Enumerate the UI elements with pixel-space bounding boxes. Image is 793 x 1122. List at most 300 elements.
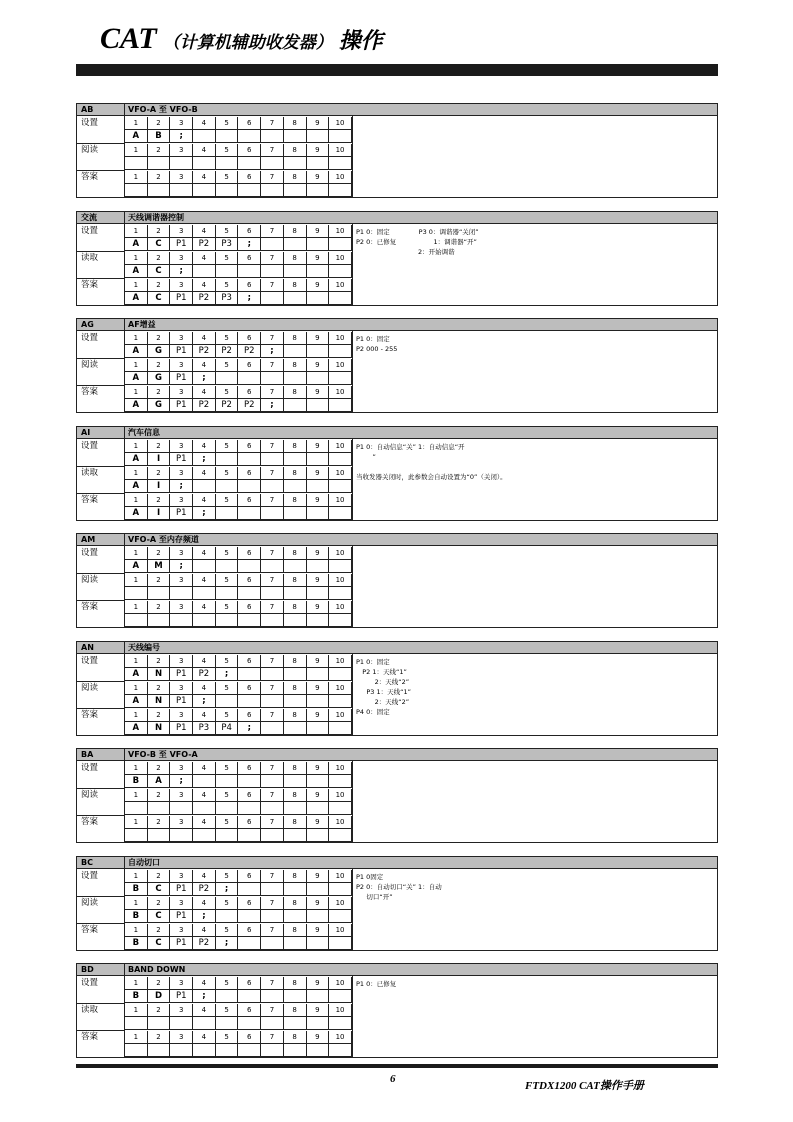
command-value-cell — [329, 910, 352, 923]
command-value-cell — [238, 265, 261, 278]
command-value-cell — [284, 829, 307, 842]
command-value-cell — [284, 775, 307, 788]
command-value-cell — [329, 695, 352, 708]
command-value-cell: B — [125, 990, 148, 1003]
command-value-cell — [284, 990, 307, 1003]
byte-index-cell: 4 — [193, 332, 216, 345]
command-value-cell: A — [125, 507, 148, 520]
byte-index-cell: 1 — [125, 655, 148, 668]
parameter-notes — [356, 442, 714, 482]
notes-column-divider — [352, 869, 353, 950]
byte-index-cell: 6 — [238, 252, 261, 265]
command-value-cell: B — [148, 130, 171, 143]
command-value-cell — [307, 480, 330, 493]
byte-index-cell: 8 — [284, 467, 307, 480]
byte-index-cell: 3 — [170, 279, 193, 292]
row-label: 阅读 — [81, 360, 99, 370]
byte-index-cell: 10 — [329, 225, 352, 238]
command-value-cell — [193, 265, 216, 278]
note-line: P2 0：自动切口“关” 1：自动 — [356, 883, 442, 891]
notes-column-divider — [352, 116, 353, 197]
command-value-cell: A — [125, 130, 148, 143]
command-value-cell: P1 — [170, 990, 193, 1003]
byte-index-cell: 1 — [125, 924, 148, 937]
command-value-cell — [193, 587, 216, 600]
command-value-cell: P1 — [170, 883, 193, 896]
command-value-cell: ; — [193, 695, 216, 708]
byte-index-cell: 5 — [216, 682, 239, 695]
command-value-cell — [307, 453, 330, 466]
command-value-cell — [307, 238, 330, 251]
command-value-row — [125, 372, 352, 385]
note-line: P3 1：天线“1” — [356, 688, 411, 696]
header-split — [124, 427, 125, 439]
command-value-cell — [216, 372, 239, 385]
row-label: 读取 — [81, 253, 99, 263]
byte-index-cell: 6 — [238, 494, 261, 507]
note-line: 2：天线“2” — [356, 698, 410, 706]
command-value-cell — [261, 722, 284, 735]
command-value-cell — [284, 507, 307, 520]
command-value-row — [125, 130, 352, 143]
byte-index-cell: 1 — [125, 440, 148, 453]
command-value-row — [125, 587, 352, 600]
byte-index-cell: 6 — [238, 171, 261, 184]
byte-index-cell: 10 — [329, 574, 352, 587]
command-value-row — [125, 829, 352, 842]
command-block-交流 — [76, 211, 718, 306]
row-label: 设置 — [81, 226, 99, 236]
byte-index-cell: 8 — [284, 789, 307, 802]
byte-index-cell: 5 — [216, 144, 239, 157]
byte-index-cell: 9 — [307, 494, 330, 507]
note-line: P4 0：固定 — [356, 708, 390, 716]
byte-index-row — [125, 279, 352, 292]
byte-index-cell: 8 — [284, 547, 307, 560]
command-value-cell — [125, 1017, 148, 1030]
command-value-cell — [125, 1044, 148, 1057]
command-value-cell: A — [125, 560, 148, 573]
byte-index-cell: 1 — [125, 762, 148, 775]
byte-index-cell: 6 — [238, 816, 261, 829]
command-value-cell: ; — [261, 399, 284, 412]
command-value-cell: C — [148, 265, 171, 278]
byte-index-cell: 4 — [193, 494, 216, 507]
command-value-cell — [238, 1044, 261, 1057]
byte-index-cell: 6 — [238, 897, 261, 910]
command-value-cell: ; — [193, 453, 216, 466]
byte-index-cell: 2 — [148, 547, 171, 560]
byte-index-cell: 6 — [238, 709, 261, 722]
byte-index-cell: 5 — [216, 574, 239, 587]
command-value-cell — [307, 614, 330, 627]
byte-index-cell: 8 — [284, 279, 307, 292]
byte-index-cell: 9 — [307, 1031, 330, 1044]
byte-index-cell: 3 — [170, 332, 193, 345]
command-value-cell: M — [148, 560, 171, 573]
byte-index-cell: 3 — [170, 252, 193, 265]
command-value-cell — [329, 345, 352, 358]
command-code: AN — [81, 643, 94, 652]
command-value-cell — [148, 184, 171, 197]
header-split — [124, 104, 125, 116]
row-label: 设置 — [81, 763, 99, 773]
byte-index-cell: 10 — [329, 762, 352, 775]
byte-index-cell: 3 — [170, 816, 193, 829]
command-code: AI — [81, 428, 91, 437]
byte-index-cell: 9 — [307, 1004, 330, 1017]
command-title: 自动切口 — [128, 858, 160, 867]
header-split — [124, 964, 125, 976]
byte-index-cell: 4 — [193, 440, 216, 453]
row-label: 答案 — [81, 710, 99, 720]
command-value-row — [125, 399, 352, 412]
byte-index-cell: 2 — [148, 897, 171, 910]
parameter-notes — [356, 227, 714, 257]
footer-divider — [76, 1064, 718, 1068]
command-value-cell — [261, 1017, 284, 1030]
command-value-row — [125, 560, 352, 573]
row-label: 答案 — [81, 817, 99, 827]
command-value-cell: P3 — [216, 292, 239, 305]
byte-index-cell: 10 — [329, 171, 352, 184]
byte-index-cell: 9 — [307, 682, 330, 695]
command-value-cell: A — [125, 480, 148, 493]
byte-index-cell: 5 — [216, 494, 239, 507]
command-value-cell — [261, 937, 284, 950]
command-value-cell — [261, 614, 284, 627]
byte-index-cell: 8 — [284, 171, 307, 184]
command-value-cell — [329, 399, 352, 412]
byte-index-cell: 1 — [125, 144, 148, 157]
command-block-bc — [76, 856, 718, 951]
byte-index-cell: 10 — [329, 1004, 352, 1017]
byte-index-cell: 2 — [148, 762, 171, 775]
byte-index-row — [125, 682, 352, 695]
byte-index-cell: 5 — [216, 547, 239, 560]
command-value-cell: P1 — [170, 722, 193, 735]
command-value-cell: ; — [216, 668, 239, 681]
command-value-cell: ; — [216, 883, 239, 896]
byte-index-cell: 5 — [216, 252, 239, 265]
byte-index-cell: 6 — [238, 359, 261, 372]
parameter-notes — [356, 979, 714, 989]
command-value-cell: A — [125, 345, 148, 358]
byte-index-cell: 9 — [307, 467, 330, 480]
byte-index-cell: 4 — [193, 709, 216, 722]
command-block-am — [76, 533, 718, 628]
page-number: 6 — [390, 1073, 396, 1085]
command-value-cell — [307, 722, 330, 735]
header-subtitle: （计算机辅助收发器） — [162, 33, 333, 53]
command-value-cell: P3 — [193, 722, 216, 735]
command-value-row — [125, 937, 352, 950]
command-value-row — [125, 265, 352, 278]
byte-index-cell: 9 — [307, 574, 330, 587]
command-value-row — [125, 1044, 352, 1057]
byte-index-cell: 1 — [125, 279, 148, 292]
command-value-cell — [284, 910, 307, 923]
byte-index-cell: 1 — [125, 332, 148, 345]
byte-index-cell: 6 — [238, 762, 261, 775]
command-value-cell — [261, 802, 284, 815]
byte-index-cell: 1 — [125, 117, 148, 130]
byte-index-cell: 5 — [216, 359, 239, 372]
byte-index-cell: 6 — [238, 467, 261, 480]
command-value-cell: B — [125, 910, 148, 923]
note-line: 切口“开” — [356, 893, 393, 901]
command-value-cell: C — [148, 238, 171, 251]
command-value-cell — [238, 587, 261, 600]
byte-index-cell: 9 — [307, 870, 330, 883]
command-value-row — [125, 695, 352, 708]
manual-title: FTDX1200 CAT操作手册 — [525, 1080, 644, 1092]
command-value-cell: ; — [193, 910, 216, 923]
command-value-cell: ; — [261, 345, 284, 358]
byte-index-cell: 1 — [125, 682, 148, 695]
command-value-cell: ; — [238, 722, 261, 735]
byte-index-cell: 9 — [307, 789, 330, 802]
byte-index-cell: 7 — [261, 252, 284, 265]
byte-index-cell: 9 — [307, 709, 330, 722]
command-title: 汽车信息 — [128, 428, 160, 437]
command-value-cell — [329, 184, 352, 197]
byte-index-cell: 4 — [193, 144, 216, 157]
byte-index-row — [125, 977, 352, 990]
command-value-cell — [329, 883, 352, 896]
command-value-cell: ; — [193, 990, 216, 1003]
block-header — [77, 319, 717, 331]
command-value-cell — [284, 1044, 307, 1057]
byte-index-cell: 9 — [307, 225, 330, 238]
command-value-cell — [261, 695, 284, 708]
command-value-cell: P1 — [170, 453, 193, 466]
command-value-cell: N — [148, 695, 171, 708]
command-block-ai — [76, 426, 718, 521]
byte-index-cell: 1 — [125, 225, 148, 238]
command-value-cell — [329, 668, 352, 681]
command-value-cell — [261, 130, 284, 143]
byte-index-row — [125, 924, 352, 937]
byte-index-cell: 7 — [261, 1004, 284, 1017]
byte-index-cell: 10 — [329, 494, 352, 507]
byte-index-cell: 3 — [170, 467, 193, 480]
byte-index-cell: 4 — [193, 870, 216, 883]
header-split — [124, 749, 125, 761]
command-value-cell: P1 — [170, 238, 193, 251]
command-value-cell — [216, 453, 239, 466]
byte-index-cell: 8 — [284, 655, 307, 668]
command-value-cell — [329, 1017, 352, 1030]
command-value-row — [125, 507, 352, 520]
note-line: P1 0：自动信息“关” 1：自动信息“开 — [356, 443, 465, 451]
byte-index-cell: 4 — [193, 359, 216, 372]
command-value-cell — [284, 883, 307, 896]
command-value-cell — [148, 802, 171, 815]
command-value-cell — [329, 1044, 352, 1057]
command-value-cell — [284, 937, 307, 950]
command-value-cell — [193, 560, 216, 573]
byte-index-cell: 8 — [284, 762, 307, 775]
byte-index-cell: 3 — [170, 574, 193, 587]
notes-column-divider — [352, 546, 353, 627]
command-value-cell — [284, 614, 307, 627]
byte-index-cell: 2 — [148, 386, 171, 399]
note-line: P2 000 - 255 — [356, 345, 398, 353]
command-value-cell: P2 — [193, 399, 216, 412]
command-value-cell — [216, 507, 239, 520]
command-value-cell — [193, 157, 216, 170]
block-header — [77, 642, 717, 654]
byte-index-cell: 9 — [307, 386, 330, 399]
byte-index-cell: 3 — [170, 977, 193, 990]
byte-index-cell: 10 — [329, 547, 352, 560]
command-value-row — [125, 722, 352, 735]
byte-index-cell: 7 — [261, 171, 284, 184]
command-value-cell — [307, 292, 330, 305]
command-block-ab — [76, 103, 718, 198]
command-value-cell — [329, 802, 352, 815]
command-value-cell — [216, 802, 239, 815]
byte-index-cell: 5 — [216, 897, 239, 910]
byte-index-cell: 9 — [307, 897, 330, 910]
command-value-cell — [125, 157, 148, 170]
command-value-cell: P2 — [193, 292, 216, 305]
command-value-cell — [261, 238, 284, 251]
command-value-cell: P1 — [170, 668, 193, 681]
command-value-row — [125, 910, 352, 923]
note-line: 2：开始调谐 — [356, 248, 455, 256]
command-value-cell: C — [148, 883, 171, 896]
byte-index-cell: 8 — [284, 897, 307, 910]
byte-index-row — [125, 359, 352, 372]
byte-index-cell: 9 — [307, 977, 330, 990]
byte-index-cell: 4 — [193, 467, 216, 480]
command-value-cell — [284, 802, 307, 815]
row-label: 设置 — [81, 118, 99, 128]
command-value-cell: P1 — [170, 372, 193, 385]
command-value-cell — [329, 507, 352, 520]
header-split — [124, 642, 125, 654]
command-value-cell — [329, 265, 352, 278]
row-label: 答案 — [81, 925, 99, 935]
command-value-cell — [238, 937, 261, 950]
byte-index-cell: 6 — [238, 117, 261, 130]
command-value-cell — [170, 587, 193, 600]
command-value-cell — [307, 668, 330, 681]
command-value-cell: B — [125, 775, 148, 788]
byte-index-cell: 2 — [148, 144, 171, 157]
command-value-cell — [148, 157, 171, 170]
byte-index-cell: 5 — [216, 977, 239, 990]
command-title: VFO-A 至内存频道 — [128, 535, 199, 544]
byte-index-cell: 5 — [216, 279, 239, 292]
command-value-cell: C — [148, 292, 171, 305]
command-value-cell — [170, 829, 193, 842]
notes-column-divider — [352, 976, 353, 1057]
byte-index-cell: 1 — [125, 977, 148, 990]
byte-index-cell: 8 — [284, 977, 307, 990]
command-value-row — [125, 802, 352, 815]
command-title: AF增益 — [128, 320, 156, 329]
byte-index-cell: 2 — [148, 709, 171, 722]
command-value-cell — [329, 560, 352, 573]
command-value-cell — [329, 372, 352, 385]
block-header — [77, 857, 717, 869]
byte-index-cell: 5 — [216, 655, 239, 668]
byte-index-row — [125, 494, 352, 507]
command-value-cell — [307, 695, 330, 708]
command-code: BD — [81, 965, 94, 974]
byte-index-cell: 9 — [307, 655, 330, 668]
command-code: AB — [81, 105, 94, 114]
command-value-row — [125, 883, 352, 896]
byte-index-cell: 5 — [216, 924, 239, 937]
byte-index-row — [125, 225, 352, 238]
command-value-cell — [125, 829, 148, 842]
command-value-cell: P2 — [193, 883, 216, 896]
row-label: 设置 — [81, 441, 99, 451]
byte-index-row — [125, 467, 352, 480]
block-header — [77, 104, 717, 116]
command-value-cell — [216, 614, 239, 627]
command-value-cell — [148, 587, 171, 600]
command-value-cell — [284, 480, 307, 493]
byte-index-cell: 4 — [193, 252, 216, 265]
row-label: 设置 — [81, 333, 99, 343]
byte-index-cell: 5 — [216, 117, 239, 130]
command-value-cell — [284, 399, 307, 412]
byte-index-cell: 4 — [193, 816, 216, 829]
byte-index-cell: 4 — [193, 601, 216, 614]
note-line — [356, 462, 714, 472]
command-value-cell — [307, 130, 330, 143]
command-value-row — [125, 775, 352, 788]
command-value-cell — [261, 372, 284, 385]
byte-index-cell: 7 — [261, 117, 284, 130]
header-split — [124, 857, 125, 869]
command-value-cell — [307, 157, 330, 170]
command-value-cell — [148, 614, 171, 627]
byte-index-cell: 7 — [261, 870, 284, 883]
notes-column-divider — [352, 761, 353, 842]
command-value-cell: N — [148, 668, 171, 681]
command-value-cell: ; — [170, 130, 193, 143]
command-value-cell: ; — [238, 238, 261, 251]
byte-index-cell: 2 — [148, 816, 171, 829]
row-label: 阅读 — [81, 790, 99, 800]
byte-index-cell: 7 — [261, 279, 284, 292]
command-value-cell — [261, 560, 284, 573]
command-value-cell — [216, 480, 239, 493]
byte-index-row — [125, 816, 352, 829]
command-value-cell: A — [125, 399, 148, 412]
command-value-cell — [238, 883, 261, 896]
command-value-cell — [284, 130, 307, 143]
command-value-cell — [261, 265, 284, 278]
byte-index-cell: 10 — [329, 977, 352, 990]
row-label: 设置 — [81, 548, 99, 558]
command-value-cell: A — [125, 453, 148, 466]
command-value-cell — [329, 238, 352, 251]
byte-index-row — [125, 601, 352, 614]
byte-index-cell: 10 — [329, 924, 352, 937]
byte-index-cell: 10 — [329, 386, 352, 399]
command-value-cell — [261, 157, 284, 170]
command-value-cell — [329, 722, 352, 735]
byte-index-cell: 2 — [148, 359, 171, 372]
byte-index-cell: 7 — [261, 359, 284, 372]
